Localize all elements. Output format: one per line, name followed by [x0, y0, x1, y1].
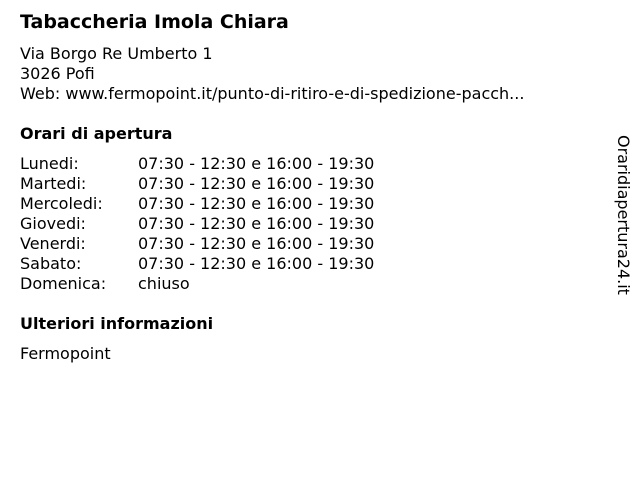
opening-hours-table — [20, 154, 374, 294]
page-title: Tabaccheria Imola Chiara — [20, 11, 289, 33]
hours-row-sunday — [20, 274, 374, 294]
hours-value: 07:30 - 12:30 e 16:00 - 19:30 — [138, 254, 375, 273]
day-label: Mercoledi: — [20, 194, 103, 213]
hours-value: 07:30 - 12:30 e 16:00 - 19:30 — [138, 194, 375, 213]
day-label: Venerdi: — [20, 234, 86, 253]
day-label: Sabato: — [20, 254, 82, 273]
address-street: Via Borgo Re Umberto 1 — [20, 44, 213, 63]
day-label: Domenica: — [20, 274, 107, 293]
hours-row-thursday — [20, 214, 374, 234]
hours-row-monday — [20, 154, 374, 174]
site-watermark: Oraridiapertura24.it — [614, 135, 633, 295]
day-label: Martedi: — [20, 174, 87, 193]
address-city: 3026 Pofi — [20, 64, 95, 83]
hours-value: 07:30 - 12:30 e 16:00 - 19:30 — [138, 234, 375, 253]
hours-row-saturday — [20, 254, 374, 274]
day-label: Lunedi: — [20, 154, 79, 173]
hours-row-friday — [20, 234, 374, 254]
more-info-heading: Ulteriori informazioni — [20, 314, 214, 333]
day-label: Giovedi: — [20, 214, 86, 233]
address-block — [20, 44, 524, 104]
hours-value: 07:30 - 12:30 e 16:00 - 19:30 — [138, 174, 375, 193]
address-web: Web: www.fermopoint.it/punto-di-ritiro-e-di-spedizione-pacch... — [20, 84, 525, 103]
hours-value: 07:30 - 12:30 e 16:00 - 19:30 — [138, 214, 375, 233]
opening-hours-heading: Orari di apertura — [20, 124, 173, 143]
hours-value: chiuso — [138, 274, 190, 293]
hours-value: 07:30 - 12:30 e 16:00 - 19:30 — [138, 154, 375, 173]
hours-row-wednesday — [20, 194, 374, 214]
hours-row-tuesday — [20, 174, 374, 194]
more-info-text: Fermopoint — [20, 344, 111, 363]
